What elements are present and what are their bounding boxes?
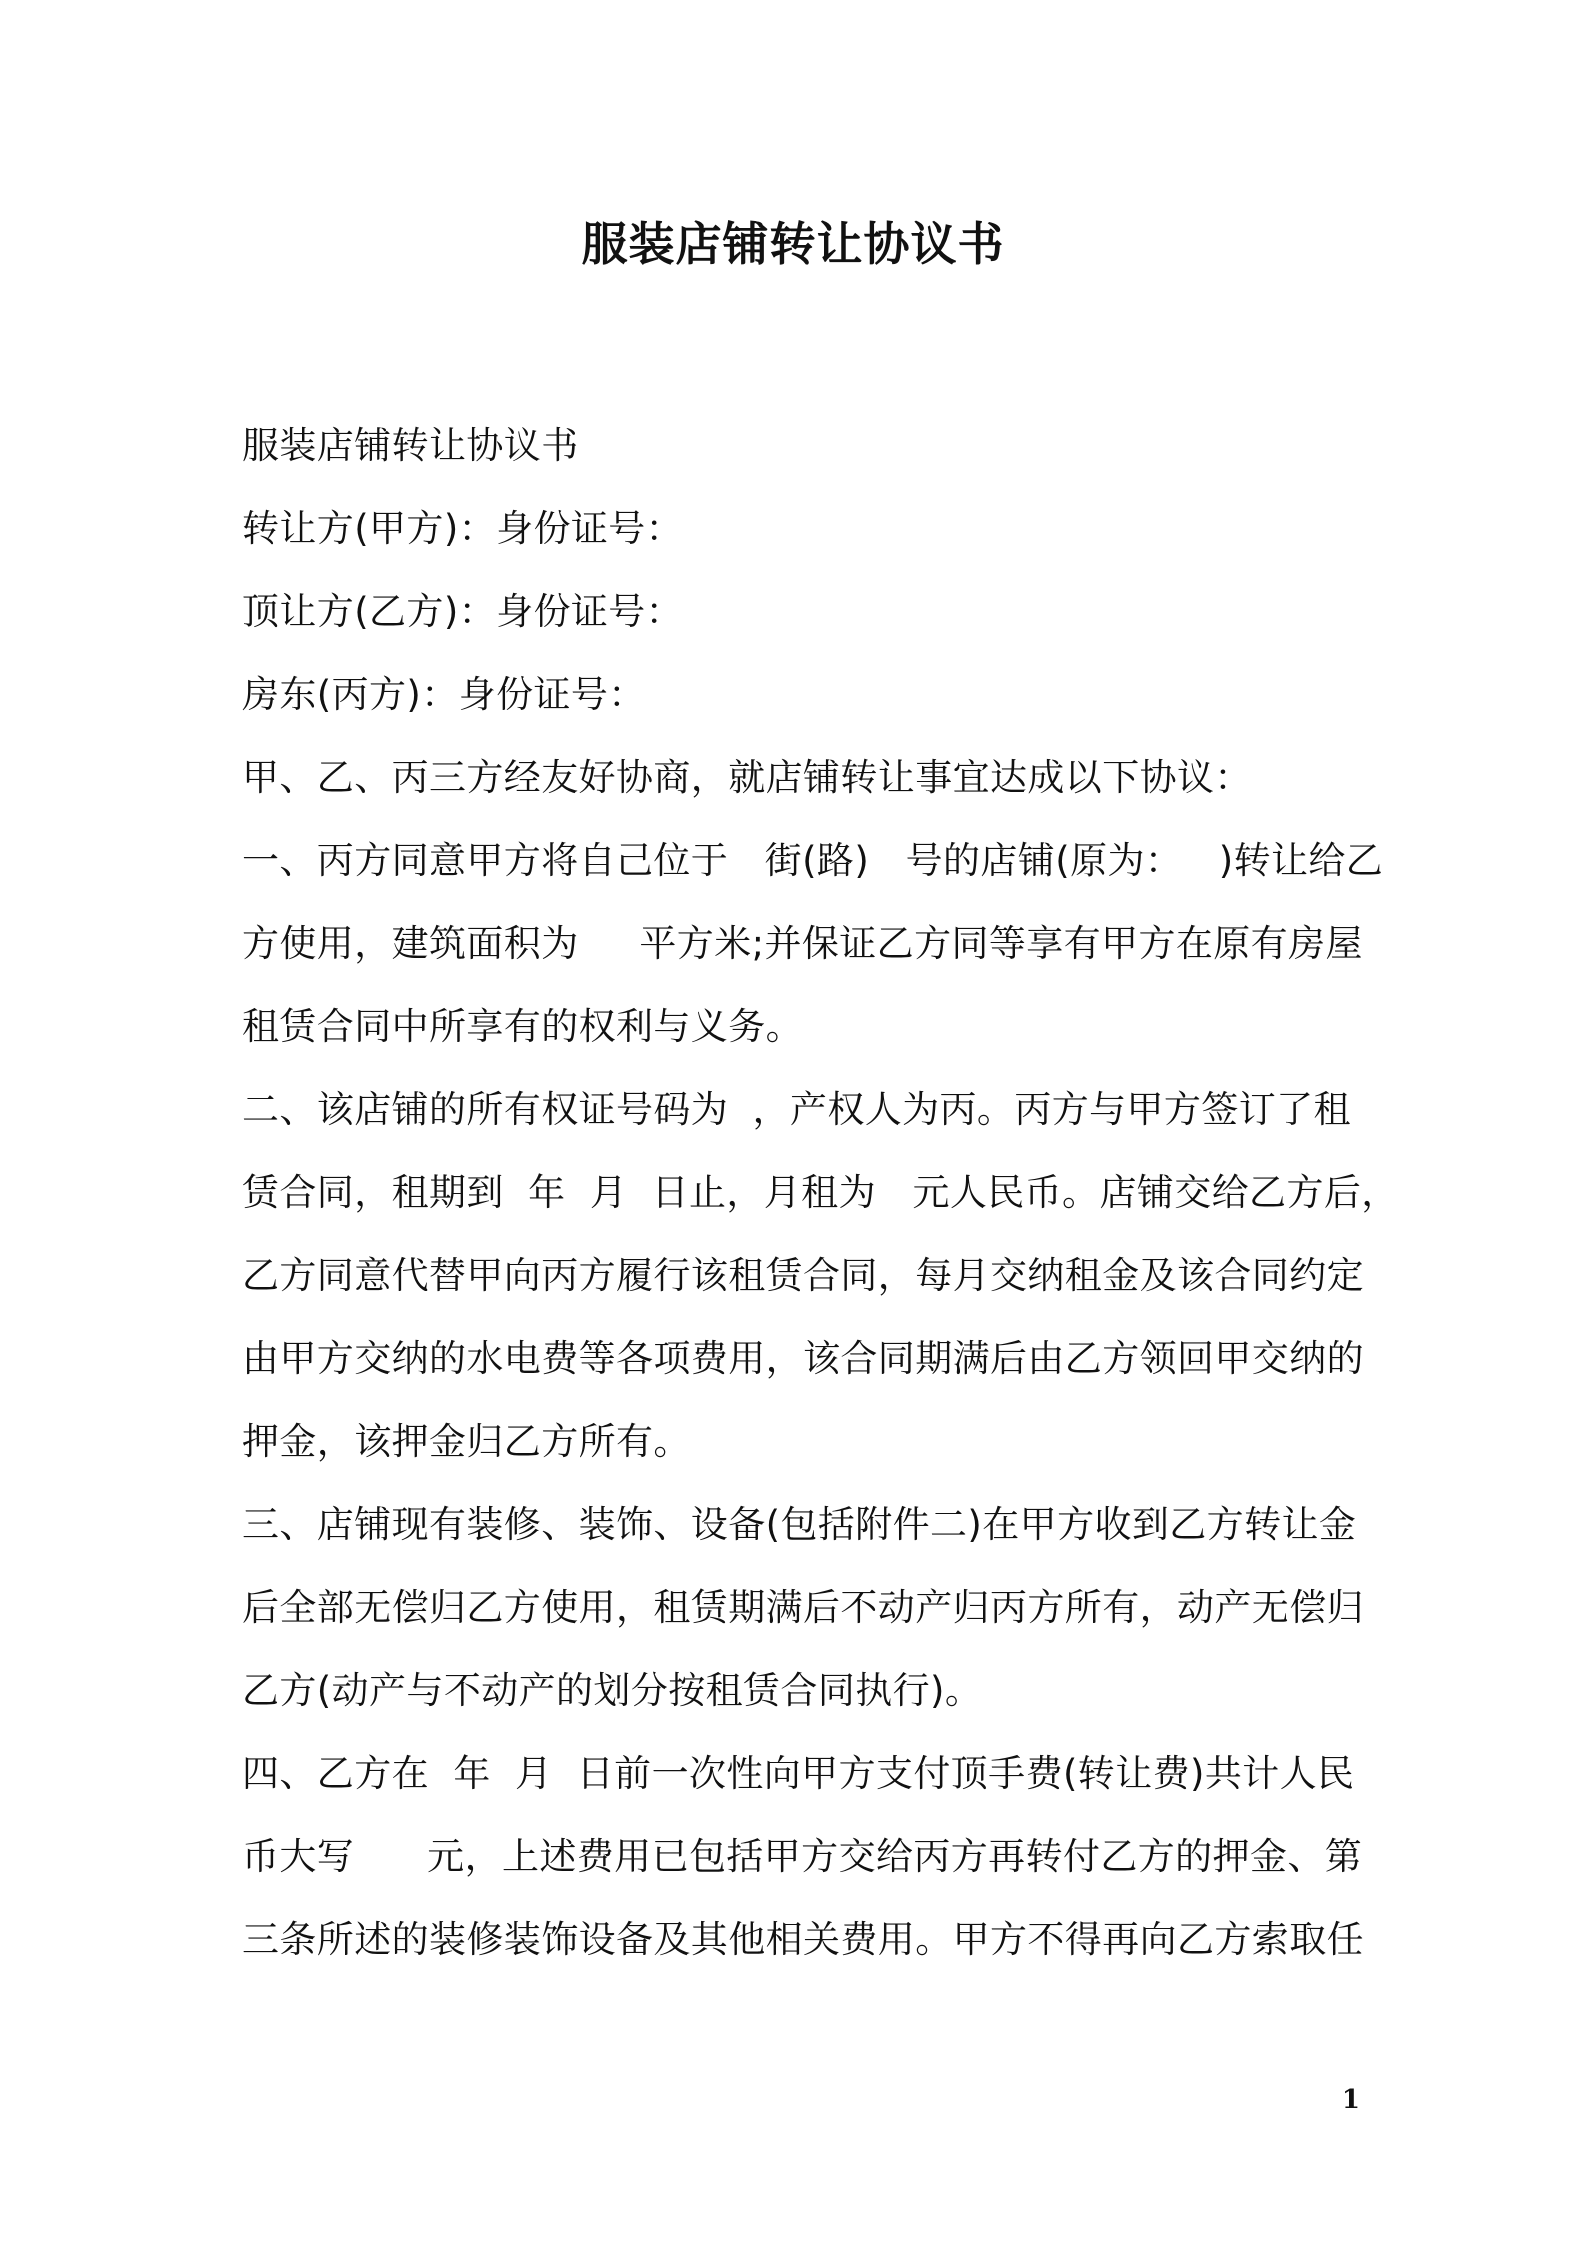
text-line: 一、丙方同意甲方将自己位于 街(路) 号的店铺(原为： )转让给乙 xyxy=(242,839,1384,882)
text-line: 三、店铺现有装修、装饰、设备(包括附件二)在甲方收到乙方转让金 xyxy=(242,1503,1357,1546)
text-line: 由甲方交纳的水电费等各项费用，该合同期满后由乙方领回甲交纳的 xyxy=(242,1337,1364,1380)
text-line: 顶让方(乙方)：身份证号： xyxy=(242,590,684,633)
text-line: 后全部无偿归乙方使用，租赁期满后不动产归丙方所有，动产无偿归 xyxy=(242,1586,1364,1629)
text-line: 甲、乙、丙三方经友好协商，就店铺转让事宜达成以下协议： xyxy=(242,756,1252,799)
text-line: 方使用，建筑面积为 平方米;并保证乙方同等享有甲方在原有房屋 xyxy=(242,922,1363,965)
text-line: 二、该店铺的所有权证号码为 ，产权人为丙。丙方与甲方签订了租 xyxy=(242,1088,1351,1131)
text-line: 四、乙方在 年 月 日前一次性向甲方支付顶手费(转让费)共计人民 xyxy=(242,1752,1355,1795)
text-line: 赁合同，租期到 年 月 日止，月租为 元人民币。店铺交给乙方后， xyxy=(242,1171,1399,1214)
text-line: 服装店铺转让协议书 xyxy=(242,424,579,467)
text-line: 乙方(动产与不动产的划分按租赁合同执行)。 xyxy=(242,1669,983,1712)
text-line: 乙方同意代替甲向丙方履行该租赁合同，每月交纳租金及该合同约定 xyxy=(242,1254,1364,1297)
text-line: 三条所述的装修装饰设备及其他相关费用。甲方不得再向乙方索取任 xyxy=(242,1918,1364,1961)
document-body xyxy=(242,404,1399,1981)
page-number: 1 xyxy=(1341,2085,1360,2115)
text-line: 租赁合同中所享有的权利与义务。 xyxy=(242,1005,803,1048)
text-line: 转让方(甲方)：身份证号： xyxy=(242,507,684,550)
text-line: 币大写 元，上述费用已包括甲方交给丙方再转付乙方的押金、第 xyxy=(242,1835,1363,1878)
text-line: 押金，该押金归乙方所有。 xyxy=(242,1420,691,1463)
text-line: 房东(丙方)：身份证号： xyxy=(242,673,646,716)
document-title: 服装店铺转让协议书 xyxy=(581,217,1005,271)
